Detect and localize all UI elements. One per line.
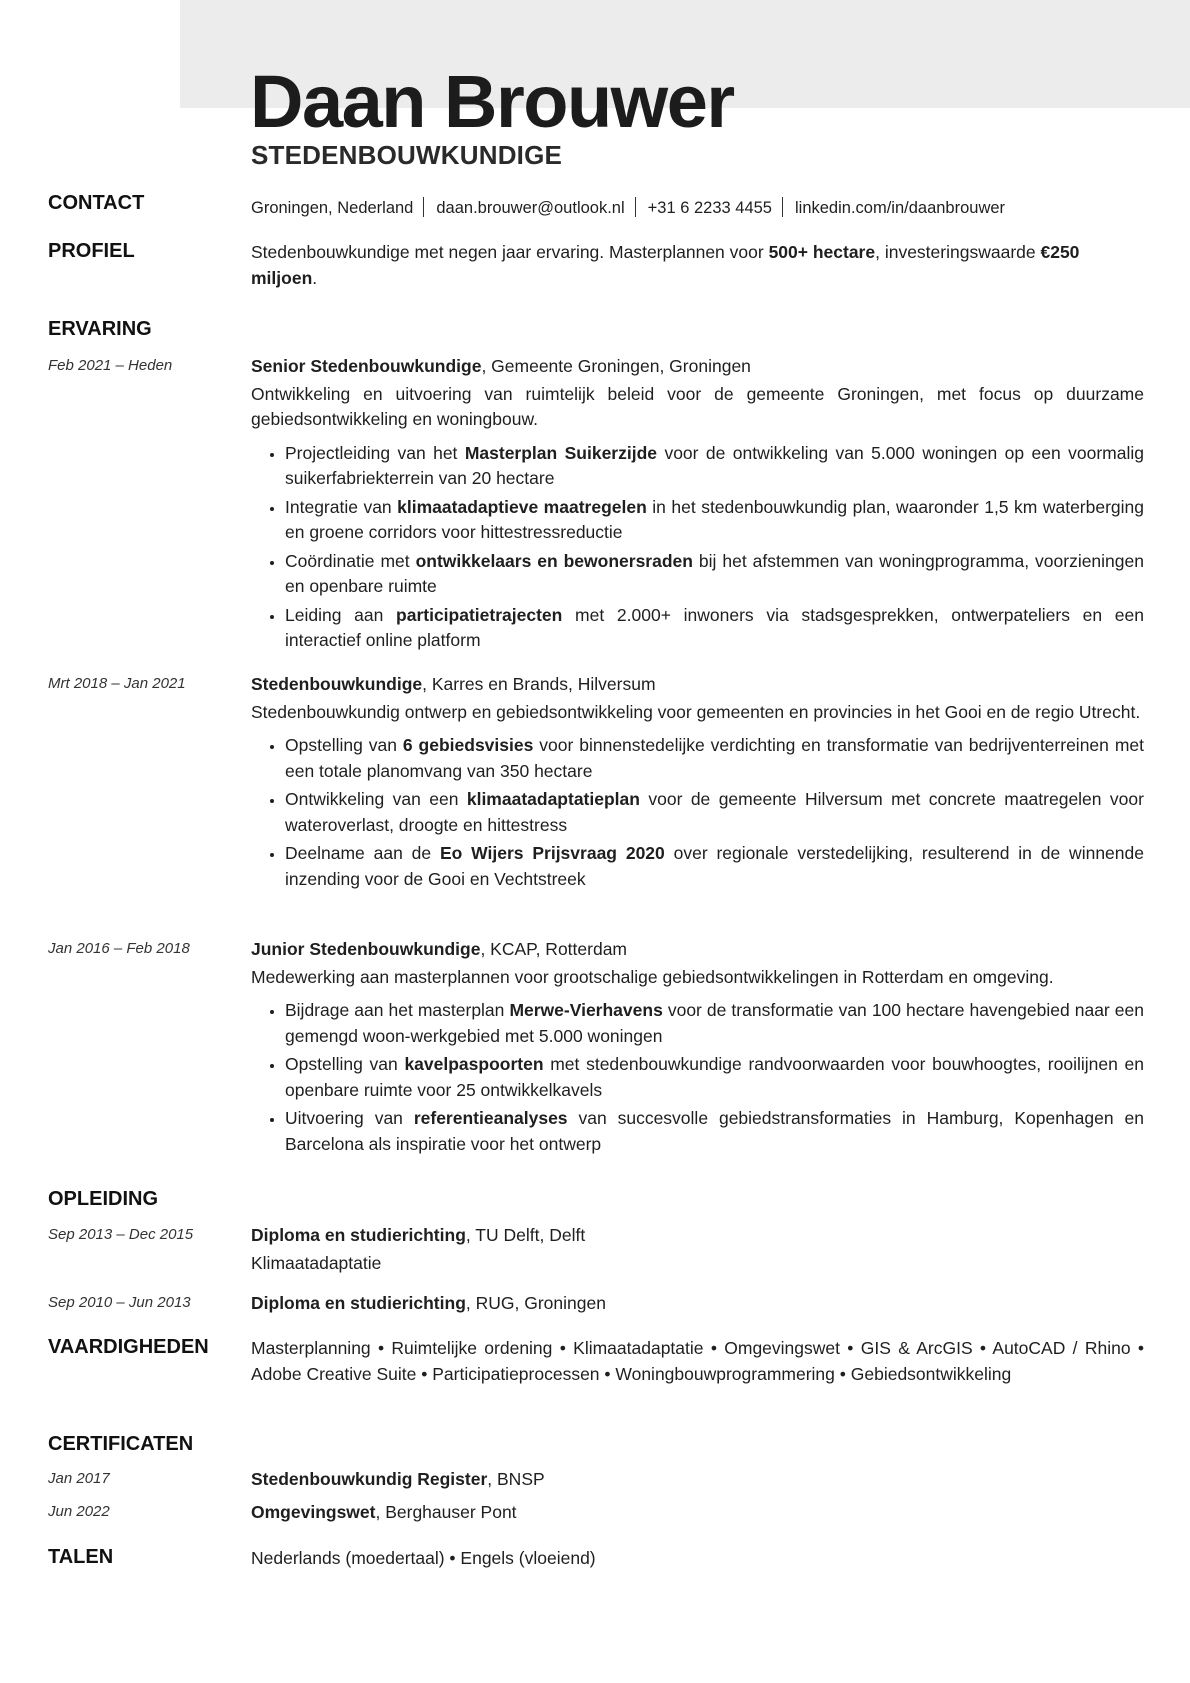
job-achievements (251, 998, 1144, 1157)
bullet-highlight: Merwe-Vierhavens (509, 1000, 663, 1020)
job-title-line (251, 937, 1144, 963)
job-role: Senior Stedenbouwkundige (251, 356, 482, 376)
education-title-line (251, 1223, 1144, 1249)
candidate-title: STEDENBOUWKUNDIGE (251, 140, 563, 170)
list-item (285, 1106, 1144, 1157)
bullet-text: Integratie van (285, 496, 398, 517)
profile-text-part: Stedenbouwkundige met negen jaar ervaring. Masterplannen voor (251, 242, 769, 262)
bullet-highlight: ontwikkelaars en bewonersraden (415, 550, 693, 571)
certificate-name: Stedenbouwkundig Register (251, 1469, 488, 1489)
profile-text (251, 240, 1144, 291)
bullet-highlight: kavelpaspoorten (404, 1054, 544, 1074)
contact-linkedin[interactable]: linkedin.com/in/daanbrouwer (795, 199, 1006, 217)
education-school: , TU Delft, Delft (465, 1225, 586, 1245)
job-role: Stedenbouwkundige (251, 674, 423, 694)
bullet-text: Opstelling van (285, 1054, 405, 1074)
bullet-text: van succesvolle gebiedstransformaties in Hamburg, Kopenhagen en Barcelona als inspiratie voor het ontwerp (285, 1108, 1144, 1154)
job-organization: , Karres en Brands, Hilversum (422, 674, 656, 694)
contact-location: Groningen, Nederland (251, 199, 414, 217)
contact-email[interactable]: daan.brouwer@outlook.nl (436, 199, 625, 217)
job-entry (251, 354, 1144, 657)
education-detail: Klimaatadaptatie (251, 1252, 382, 1273)
education-school: , RUG, Groningen (465, 1293, 606, 1313)
list-item (285, 441, 1144, 492)
certificate-entry (251, 1500, 1144, 1526)
certificate-name: Omgevingswet (251, 1502, 376, 1522)
bullet-highlight: participatietrajecten (396, 604, 563, 625)
job-description: Stedenbouwkundig ontwerp en gebiedsontwikkeling voor gemeenten en provincies in het Gooi en de regio Utrecht. (251, 701, 1141, 722)
bullet-text: Leiding aan (285, 604, 397, 625)
job-entry (251, 672, 1144, 895)
section-heading-experience: ERVARING (48, 318, 152, 340)
list-item (285, 1052, 1144, 1103)
bullet-highlight: 6 gebiedsvisies (402, 735, 534, 755)
list-item (285, 787, 1144, 838)
education-dates: Sep 2013 – Dec 2015 (48, 1226, 194, 1243)
profile-text-part: , investeringswaarde (875, 242, 1041, 262)
job-dates: Feb 2021 – Heden (48, 357, 173, 374)
list-item (285, 603, 1144, 654)
education-dates: Sep 2010 – Jun 2013 (48, 1294, 191, 1311)
job-organization: , Gemeente Groningen, Groningen (481, 356, 751, 376)
profile-text-part: . (312, 267, 318, 288)
bullet-text: voor de transformatie van 100 hectare havengebied naar een gemengd woon-werkgebied met 5.000 woningen (285, 1000, 1144, 1046)
job-title-line (251, 672, 1144, 698)
profile-highlight: €250 miljoen (251, 242, 1080, 288)
bullet-highlight: klimaatadaptatieplan (466, 789, 640, 809)
candidate-name: Daan Brouwer (250, 60, 734, 143)
bullet-text: Projectleiding van het (285, 442, 465, 463)
bullet-text: Ontwikkeling van een (285, 789, 467, 809)
bullet-text: Opstelling van (285, 735, 403, 755)
job-title-line (251, 354, 1144, 380)
education-degree: Diploma en studierichting (251, 1225, 466, 1245)
bullet-text: voor binnenstedelijke verdichting en transformatie van bedrijventerreinen met een totale planomvang van 350 hectare (285, 735, 1144, 781)
job-dates: Jan 2016 – Feb 2018 (48, 940, 190, 957)
contact-line (251, 196, 1144, 222)
job-role: Junior Stedenbouwkundige (251, 939, 481, 959)
education-title-line (251, 1291, 1144, 1317)
certificate-entry (251, 1467, 1144, 1493)
profile-highlight: 500+ hectare (768, 242, 876, 262)
bullet-text: Coördinatie met (285, 550, 416, 571)
bullet-highlight: referentieanalyses (413, 1108, 568, 1128)
education-degree: Diploma en studierichting (251, 1293, 466, 1313)
bullet-highlight: Eo Wijers Prijsvraag 2020 (439, 843, 665, 863)
job-achievements (251, 441, 1144, 654)
certificate-dates: Jan 2017 (48, 1470, 110, 1487)
section-heading-profile: PROFIEL (48, 240, 135, 262)
job-achievements (251, 733, 1144, 892)
bullet-text: voor de ontwikkeling van 5.000 woningen op een voormalig suikerfabriekterrein van 20 hectare (285, 442, 1144, 488)
bullet-text: in het stedenbouwkundig plan, waaronder 1,5 km waterberging en groene corridors voor hittestressreductie (285, 496, 1145, 542)
list-item (285, 998, 1144, 1049)
bullet-text: Uitvoering van (285, 1108, 414, 1128)
bullet-text: over regionale verstedelijking, resulterend in de winnende inzending voor de Gooi en Vechtstreek (285, 843, 1144, 889)
education-entry (251, 1223, 1144, 1276)
bullet-text: met stedenbouwkundige randvoorwaarden voor bouwhoogtes, rooilijnen en openbare ruimte voor 25 ontwikkelkavels (285, 1054, 1144, 1100)
section-heading-skills: VAARDIGHEDEN (48, 1336, 209, 1358)
section-heading-languages: TALEN (48, 1546, 114, 1568)
bullet-text: met 2.000+ inwoners via stadsgesprekken, ontwerpateliers en een interactief online platform (285, 604, 1144, 650)
certificate-dates: Jun 2022 (48, 1503, 110, 1520)
languages-list: Nederlands (moedertaal) • Engels (vloeiend) (251, 1548, 596, 1568)
contact-separator (635, 197, 636, 217)
job-dates: Mrt 2018 – Jan 2021 (48, 675, 186, 692)
list-item (285, 841, 1144, 892)
list-item (285, 549, 1144, 600)
contact-phone[interactable]: +31 6 2233 4455 (647, 199, 772, 217)
certificate-issuer: , BNSP (487, 1469, 545, 1489)
section-heading-certificates: CERTIFICATEN (48, 1433, 194, 1455)
job-description: Ontwikkeling en uitvoering van ruimtelijk beleid voor de gemeente Groningen, met focus op duurzame gebiedsontwikkeling en woningbouw. (251, 383, 1144, 429)
job-description: Medewerking aan masterplannen voor grootschalige gebiedsontwikkelingen in Rotterdam en omgeving. (251, 966, 1054, 987)
bullet-text: voor de gemeente Hilversum met concrete maatregelen voor wateroverlast, droogte en hittestress (285, 789, 1144, 835)
list-item (285, 733, 1144, 784)
bullet-text: bij het afstemmen van woningprogramma, voorzieningen en openbare ruimte (285, 550, 1144, 596)
certificate-issuer: , Berghauser Pont (375, 1502, 517, 1522)
bullet-highlight: klimaatadaptieve maatregelen (397, 496, 647, 517)
job-organization: , KCAP, Rotterdam (480, 939, 627, 959)
section-heading-contact: CONTACT (48, 192, 145, 214)
job-entry (251, 937, 1144, 1160)
section-heading-education: OPLEIDING (48, 1188, 159, 1210)
bullet-text: Deelname aan de (285, 843, 440, 863)
list-item (285, 495, 1144, 546)
contact-separator (423, 197, 424, 217)
bullet-text: Bijdrage aan het masterplan (285, 1000, 510, 1020)
skills-list: Masterplanning • Ruimtelijke ordening • Klimaatadaptatie • Omgevingswet • GIS & ArcGIS • AutoCAD / Rhino • Adobe Creative Suite • Participatieprocessen • Woningbouwprogrammering • Gebiedsontwikkeling (251, 1338, 1144, 1384)
contact-separator (782, 197, 783, 217)
bullet-highlight: Masterplan Suikerzijde (464, 442, 658, 463)
education-entry (251, 1291, 1144, 1317)
